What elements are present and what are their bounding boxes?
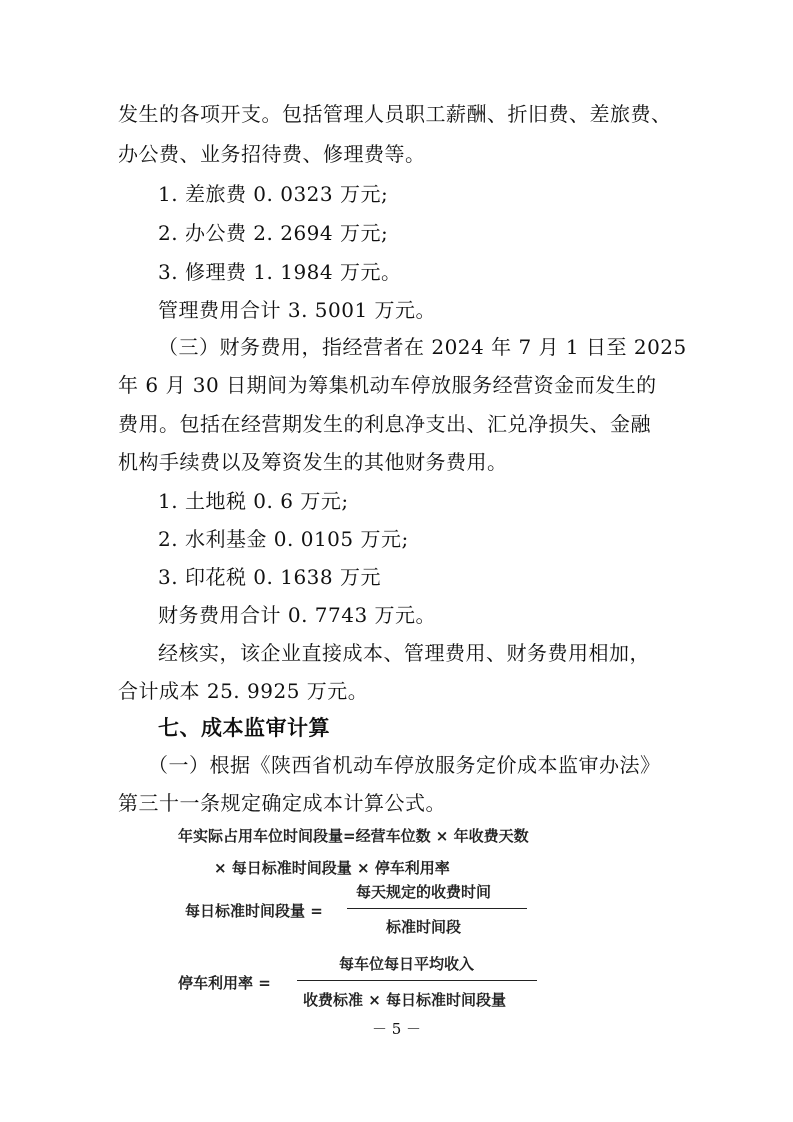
text-line: 费用。包括在经营期发生的利息净支出、汇兑净损失、金融: [118, 412, 651, 436]
text-line: 3. 修理费 1. 1984 万元。: [158, 260, 402, 284]
text-line: 经核实，该企业直接成本、管理费用、财务费用相加，: [158, 641, 650, 665]
text-line: 1. 差旅费 0. 0323 万元;: [158, 182, 389, 206]
formula-label-utilization: 停车利用率 =: [178, 974, 271, 992]
text-line: 3. 印花税 0. 1638 万元: [158, 565, 381, 589]
text-line: 财务费用合计 0. 7743 万元。: [158, 603, 437, 627]
text-line: 2. 水利基金 0. 0105 万元;: [158, 527, 409, 551]
fraction-bar: [347, 908, 527, 909]
formula-line-2: × 每日标准时间段量 × 停车利用率: [214, 859, 450, 877]
text-line: （一）根据《陕西省机动车停放服务定价成本监审办法》: [148, 753, 661, 777]
text-line: 第三十一条规定确定成本计算公式。: [118, 791, 446, 815]
formula-denominator: 收费标准 × 每日标准时间段量: [303, 991, 507, 1009]
formula-numerator: 每天规定的收费时间: [356, 883, 492, 901]
text-line: 办公费、业务招待费、修理费等。: [118, 142, 426, 166]
text-line: 发生的各项开支。包括管理人员职工薪酬、折旧费、差旅费、: [118, 102, 672, 126]
text-line: 2. 办公费 2. 2694 万元;: [158, 221, 389, 245]
fraction-bar: [297, 980, 537, 981]
formula-line-1: 年实际占用车位时间段量=经营车位数 × 年收费天数: [178, 827, 529, 845]
formula-numerator: 每车位每日平均收入: [339, 955, 475, 973]
text-line: 机构手续费以及筹资发生的其他财务费用。: [118, 450, 508, 474]
text-line: 合计成本 25. 9925 万元。: [118, 679, 369, 703]
text-line: 1. 土地税 0. 6 万元;: [158, 489, 349, 513]
formula-label-standard-period: 每日标准时间段量 =: [185, 902, 323, 920]
text-line: 管理费用合计 3. 5001 万元。: [158, 298, 437, 322]
formula-denominator: 标准时间段: [386, 918, 462, 936]
page-number: － 5 －: [371, 1020, 422, 1038]
section-heading: 七、成本监审计算: [158, 716, 330, 740]
text-line: 年 6 月 30 日期间为筹集机动车停放服务经营资金而发生的: [118, 373, 657, 397]
text-line: （三）财务费用，指经营者在 2024 年 7 月 1 日至 2025: [158, 335, 687, 359]
